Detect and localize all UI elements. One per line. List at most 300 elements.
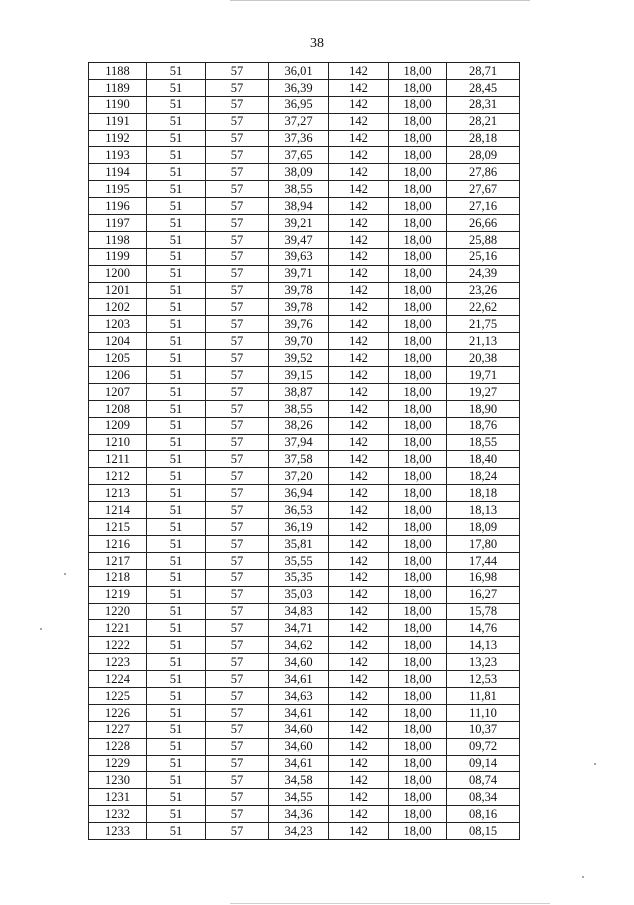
table-cell: 57 — [206, 231, 269, 248]
scan-speck — [40, 628, 42, 630]
table-cell: 1208 — [89, 400, 147, 417]
table-cell: 51 — [147, 502, 206, 519]
table-cell: 142 — [329, 79, 389, 96]
table-cell: 57 — [206, 721, 269, 738]
table-cell: 142 — [329, 417, 389, 434]
table-cell: 51 — [147, 687, 206, 704]
table-row — [89, 79, 520, 96]
table-row — [89, 468, 520, 485]
table-cell: 142 — [329, 113, 389, 130]
table-cell: 1229 — [89, 755, 147, 772]
table-cell: 1216 — [89, 535, 147, 552]
table-cell: 18,00 — [389, 738, 447, 755]
table-cell: 25,16 — [447, 248, 520, 265]
table-cell: 18,00 — [389, 113, 447, 130]
table-cell: 1198 — [89, 231, 147, 248]
table-cell: 142 — [329, 333, 389, 350]
table-cell: 1210 — [89, 434, 147, 451]
table-cell: 18,00 — [389, 299, 447, 316]
table-cell: 1193 — [89, 147, 147, 164]
table-row — [89, 451, 520, 468]
table-cell: 142 — [329, 231, 389, 248]
table-cell: 18,00 — [389, 367, 447, 384]
table-cell: 36,53 — [269, 502, 329, 519]
table-cell: 51 — [147, 789, 206, 806]
table-row — [89, 400, 520, 417]
table-cell: 1230 — [89, 772, 147, 789]
table-cell: 57 — [206, 164, 269, 181]
table-row — [89, 147, 520, 164]
table-cell: 34,61 — [269, 671, 329, 688]
table-cell: 51 — [147, 147, 206, 164]
table-cell: 1226 — [89, 704, 147, 721]
table-cell: 51 — [147, 671, 206, 688]
table-cell: 51 — [147, 823, 206, 840]
table-cell: 1214 — [89, 502, 147, 519]
table-cell: 57 — [206, 502, 269, 519]
table-cell: 142 — [329, 519, 389, 536]
table-cell: 1192 — [89, 130, 147, 147]
table-cell: 142 — [329, 400, 389, 417]
table-cell: 39,76 — [269, 316, 329, 333]
table-cell: 57 — [206, 198, 269, 215]
table-cell: 142 — [329, 772, 389, 789]
table-cell: 57 — [206, 282, 269, 299]
table-cell: 142 — [329, 248, 389, 265]
table-cell: 57 — [206, 113, 269, 130]
table-cell: 38,55 — [269, 181, 329, 198]
table-cell: 34,63 — [269, 687, 329, 704]
table-row — [89, 485, 520, 502]
table-row — [89, 569, 520, 586]
table-row — [89, 772, 520, 789]
table-row — [89, 519, 520, 536]
table-row — [89, 502, 520, 519]
table-cell: 1231 — [89, 789, 147, 806]
table-cell: 142 — [329, 738, 389, 755]
table-row — [89, 113, 520, 130]
table-cell: 18,00 — [389, 215, 447, 232]
table-cell: 57 — [206, 265, 269, 282]
table-cell: 57 — [206, 485, 269, 502]
table-row — [89, 789, 520, 806]
table-cell: 23,26 — [447, 282, 520, 299]
table-cell: 142 — [329, 367, 389, 384]
table-cell: 1200 — [89, 265, 147, 282]
table-row — [89, 552, 520, 569]
table-cell: 27,16 — [447, 198, 520, 215]
table-cell: 21,75 — [447, 316, 520, 333]
table-cell: 51 — [147, 451, 206, 468]
table-cell: 18,00 — [389, 552, 447, 569]
table-cell: 39,47 — [269, 231, 329, 248]
table-cell: 1228 — [89, 738, 147, 755]
table-row — [89, 96, 520, 113]
table-row — [89, 434, 520, 451]
table-cell: 18,00 — [389, 620, 447, 637]
table-cell: 1189 — [89, 79, 147, 96]
table-cell: 34,58 — [269, 772, 329, 789]
table-cell: 18,90 — [447, 400, 520, 417]
table-cell: 142 — [329, 316, 389, 333]
table-cell: 18,00 — [389, 383, 447, 400]
table-cell: 18,00 — [389, 79, 447, 96]
table-cell: 10,37 — [447, 721, 520, 738]
table-cell: 15,78 — [447, 603, 520, 620]
table-cell: 18,00 — [389, 519, 447, 536]
table-cell: 18,00 — [389, 198, 447, 215]
table-cell: 57 — [206, 468, 269, 485]
table-cell: 57 — [206, 671, 269, 688]
table-row — [89, 823, 520, 840]
table-cell: 1203 — [89, 316, 147, 333]
table-cell: 1202 — [89, 299, 147, 316]
table-cell: 18,00 — [389, 755, 447, 772]
table-cell: 34,60 — [269, 654, 329, 671]
table-row — [89, 248, 520, 265]
table-cell: 57 — [206, 181, 269, 198]
table-cell: 36,95 — [269, 96, 329, 113]
table-cell: 51 — [147, 535, 206, 552]
table-cell: 1224 — [89, 671, 147, 688]
table-body — [89, 63, 520, 840]
table-cell: 12,53 — [447, 671, 520, 688]
table-cell: 18,00 — [389, 468, 447, 485]
table-cell: 51 — [147, 299, 206, 316]
table-cell: 28,18 — [447, 130, 520, 147]
table-cell: 142 — [329, 721, 389, 738]
table-row — [89, 63, 520, 80]
table-cell: 18,00 — [389, 485, 447, 502]
table-cell: 18,00 — [389, 603, 447, 620]
table-cell: 51 — [147, 704, 206, 721]
table-cell: 1190 — [89, 96, 147, 113]
table-cell: 18,40 — [447, 451, 520, 468]
table-cell: 39,70 — [269, 333, 329, 350]
table-cell: 57 — [206, 383, 269, 400]
table-cell: 51 — [147, 367, 206, 384]
table-row — [89, 316, 520, 333]
table-cell: 57 — [206, 535, 269, 552]
table-cell: 1204 — [89, 333, 147, 350]
table-cell: 51 — [147, 282, 206, 299]
table-cell: 57 — [206, 451, 269, 468]
table-cell: 1217 — [89, 552, 147, 569]
table-cell: 18,00 — [389, 147, 447, 164]
table-row — [89, 231, 520, 248]
table-cell: 57 — [206, 147, 269, 164]
table-cell: 57 — [206, 350, 269, 367]
table-cell: 34,61 — [269, 704, 329, 721]
table-cell: 142 — [329, 265, 389, 282]
table-row — [89, 806, 520, 823]
table-cell: 18,24 — [447, 468, 520, 485]
table-cell: 57 — [206, 687, 269, 704]
table-cell: 142 — [329, 806, 389, 823]
table-cell: 51 — [147, 383, 206, 400]
table-cell: 18,00 — [389, 806, 447, 823]
table-cell: 51 — [147, 434, 206, 451]
table-cell: 18,00 — [389, 434, 447, 451]
table-cell: 18,00 — [389, 823, 447, 840]
table-row — [89, 704, 520, 721]
table-cell: 142 — [329, 130, 389, 147]
table-cell: 36,94 — [269, 485, 329, 502]
scan-edge-top — [230, 0, 530, 1]
table-cell: 142 — [329, 485, 389, 502]
table-cell: 51 — [147, 316, 206, 333]
table-cell: 18,00 — [389, 704, 447, 721]
table-cell: 13,23 — [447, 654, 520, 671]
table-cell: 57 — [206, 806, 269, 823]
table-cell: 142 — [329, 63, 389, 80]
table-cell: 37,94 — [269, 434, 329, 451]
table-cell: 39,78 — [269, 299, 329, 316]
table-cell: 39,15 — [269, 367, 329, 384]
table-cell: 1211 — [89, 451, 147, 468]
table-cell: 34,60 — [269, 738, 329, 755]
table-cell: 51 — [147, 96, 206, 113]
table-cell: 57 — [206, 755, 269, 772]
table-cell: 1209 — [89, 417, 147, 434]
table-cell: 18,00 — [389, 502, 447, 519]
table-cell: 1218 — [89, 569, 147, 586]
table-cell: 18,00 — [389, 687, 447, 704]
table-cell: 57 — [206, 417, 269, 434]
table-cell: 1222 — [89, 637, 147, 654]
table-cell: 38,94 — [269, 198, 329, 215]
table-cell: 57 — [206, 96, 269, 113]
table-cell: 57 — [206, 400, 269, 417]
table-cell: 142 — [329, 181, 389, 198]
table-cell: 38,87 — [269, 383, 329, 400]
table-cell: 16,98 — [447, 569, 520, 586]
table-cell: 142 — [329, 823, 389, 840]
table-cell: 39,21 — [269, 215, 329, 232]
table-cell: 57 — [206, 552, 269, 569]
table-cell: 18,00 — [389, 333, 447, 350]
table-cell: 1212 — [89, 468, 147, 485]
table-cell: 18,13 — [447, 502, 520, 519]
table-cell: 18,00 — [389, 569, 447, 586]
table-cell: 08,16 — [447, 806, 520, 823]
table-cell: 34,71 — [269, 620, 329, 637]
table-cell: 57 — [206, 772, 269, 789]
table-row — [89, 637, 520, 654]
table-cell: 57 — [206, 789, 269, 806]
table-row — [89, 687, 520, 704]
table-cell: 35,81 — [269, 535, 329, 552]
table-cell: 11,10 — [447, 704, 520, 721]
table-cell: 51 — [147, 468, 206, 485]
table-cell: 1201 — [89, 282, 147, 299]
table-cell: 28,31 — [447, 96, 520, 113]
table-cell: 18,00 — [389, 772, 447, 789]
table-cell: 18,00 — [389, 654, 447, 671]
table-cell: 34,83 — [269, 603, 329, 620]
table-cell: 08,34 — [447, 789, 520, 806]
table-cell: 11,81 — [447, 687, 520, 704]
table-cell: 142 — [329, 147, 389, 164]
table-cell: 51 — [147, 620, 206, 637]
table-cell: 51 — [147, 350, 206, 367]
table-row — [89, 654, 520, 671]
table-cell: 18,00 — [389, 265, 447, 282]
table-cell: 57 — [206, 704, 269, 721]
table-cell: 51 — [147, 130, 206, 147]
table-cell: 18,00 — [389, 282, 447, 299]
table-row — [89, 367, 520, 384]
table-row — [89, 721, 520, 738]
table-cell: 57 — [206, 316, 269, 333]
table-cell: 142 — [329, 451, 389, 468]
table-cell: 34,62 — [269, 637, 329, 654]
table-cell: 51 — [147, 333, 206, 350]
table-cell: 142 — [329, 620, 389, 637]
table-cell: 142 — [329, 687, 389, 704]
table-row — [89, 586, 520, 603]
table-cell: 51 — [147, 519, 206, 536]
table-cell: 57 — [206, 333, 269, 350]
table-cell: 18,00 — [389, 417, 447, 434]
table-cell: 51 — [147, 586, 206, 603]
table-cell: 14,76 — [447, 620, 520, 637]
table-cell: 34,23 — [269, 823, 329, 840]
table-cell: 142 — [329, 215, 389, 232]
table-cell: 18,55 — [447, 434, 520, 451]
table-cell: 51 — [147, 654, 206, 671]
table-cell: 51 — [147, 417, 206, 434]
table-cell: 57 — [206, 519, 269, 536]
table-cell: 18,76 — [447, 417, 520, 434]
table-cell: 1225 — [89, 687, 147, 704]
table-cell: 1227 — [89, 721, 147, 738]
table-cell: 36,01 — [269, 63, 329, 80]
table-cell: 26,66 — [447, 215, 520, 232]
data-table — [88, 62, 520, 840]
table-cell: 1205 — [89, 350, 147, 367]
table-cell: 1194 — [89, 164, 147, 181]
table-cell: 142 — [329, 282, 389, 299]
table-cell: 08,74 — [447, 772, 520, 789]
table-cell: 37,27 — [269, 113, 329, 130]
table-cell: 1197 — [89, 215, 147, 232]
table-cell: 24,39 — [447, 265, 520, 282]
table-cell: 51 — [147, 164, 206, 181]
table-cell: 51 — [147, 485, 206, 502]
table-row — [89, 181, 520, 198]
table-cell: 1188 — [89, 63, 147, 80]
table-cell: 34,60 — [269, 721, 329, 738]
table-cell: 51 — [147, 181, 206, 198]
table-cell: 57 — [206, 603, 269, 620]
table-cell: 16,27 — [447, 586, 520, 603]
table-cell: 18,00 — [389, 316, 447, 333]
table-cell: 51 — [147, 806, 206, 823]
table-cell: 1196 — [89, 198, 147, 215]
table-cell: 18,00 — [389, 586, 447, 603]
table-cell: 27,67 — [447, 181, 520, 198]
table-row — [89, 417, 520, 434]
table-cell: 142 — [329, 586, 389, 603]
table-cell: 1191 — [89, 113, 147, 130]
table-cell: 19,27 — [447, 383, 520, 400]
table-cell: 18,00 — [389, 130, 447, 147]
table-cell: 17,44 — [447, 552, 520, 569]
table-cell: 51 — [147, 113, 206, 130]
table-cell: 18,00 — [389, 63, 447, 80]
table-cell: 1206 — [89, 367, 147, 384]
table-cell: 38,09 — [269, 164, 329, 181]
table-cell: 142 — [329, 434, 389, 451]
table-cell: 51 — [147, 552, 206, 569]
table-cell: 1219 — [89, 586, 147, 603]
table-cell: 142 — [329, 535, 389, 552]
table-cell: 18,00 — [389, 181, 447, 198]
table-cell: 36,39 — [269, 79, 329, 96]
table-cell: 09,72 — [447, 738, 520, 755]
table-cell: 142 — [329, 468, 389, 485]
table-cell: 57 — [206, 79, 269, 96]
table-row — [89, 282, 520, 299]
table-cell: 18,09 — [447, 519, 520, 536]
scan-edge-bottom — [230, 903, 550, 904]
table-cell: 28,09 — [447, 147, 520, 164]
table-cell: 1195 — [89, 181, 147, 198]
table-cell: 51 — [147, 755, 206, 772]
table-cell: 57 — [206, 248, 269, 265]
table-cell: 37,65 — [269, 147, 329, 164]
table-cell: 57 — [206, 130, 269, 147]
table-cell: 51 — [147, 400, 206, 417]
table-row — [89, 755, 520, 772]
table-row — [89, 265, 520, 282]
table-cell: 35,55 — [269, 552, 329, 569]
table-cell: 37,20 — [269, 468, 329, 485]
table-cell: 39,78 — [269, 282, 329, 299]
table-cell: 142 — [329, 755, 389, 772]
table-cell: 34,61 — [269, 755, 329, 772]
table-cell: 57 — [206, 637, 269, 654]
table-cell: 39,52 — [269, 350, 329, 367]
table-cell: 18,00 — [389, 400, 447, 417]
table-cell: 28,45 — [447, 79, 520, 96]
table-cell: 08,15 — [447, 823, 520, 840]
table-cell: 142 — [329, 198, 389, 215]
table-cell: 18,00 — [389, 248, 447, 265]
table-cell: 57 — [206, 586, 269, 603]
table-row — [89, 164, 520, 181]
table-cell: 57 — [206, 738, 269, 755]
table-cell: 142 — [329, 637, 389, 654]
table-cell: 18,00 — [389, 671, 447, 688]
table-cell: 20,38 — [447, 350, 520, 367]
table-row — [89, 738, 520, 755]
table-cell: 142 — [329, 502, 389, 519]
table-cell: 57 — [206, 434, 269, 451]
table-cell: 51 — [147, 231, 206, 248]
table-cell: 57 — [206, 367, 269, 384]
table-cell: 1207 — [89, 383, 147, 400]
table-cell: 1199 — [89, 248, 147, 265]
table-cell: 142 — [329, 704, 389, 721]
table-cell: 51 — [147, 63, 206, 80]
table-row — [89, 671, 520, 688]
table-cell: 51 — [147, 198, 206, 215]
table-cell: 34,55 — [269, 789, 329, 806]
page-number: 38 — [310, 36, 324, 51]
table-cell: 18,00 — [389, 721, 447, 738]
